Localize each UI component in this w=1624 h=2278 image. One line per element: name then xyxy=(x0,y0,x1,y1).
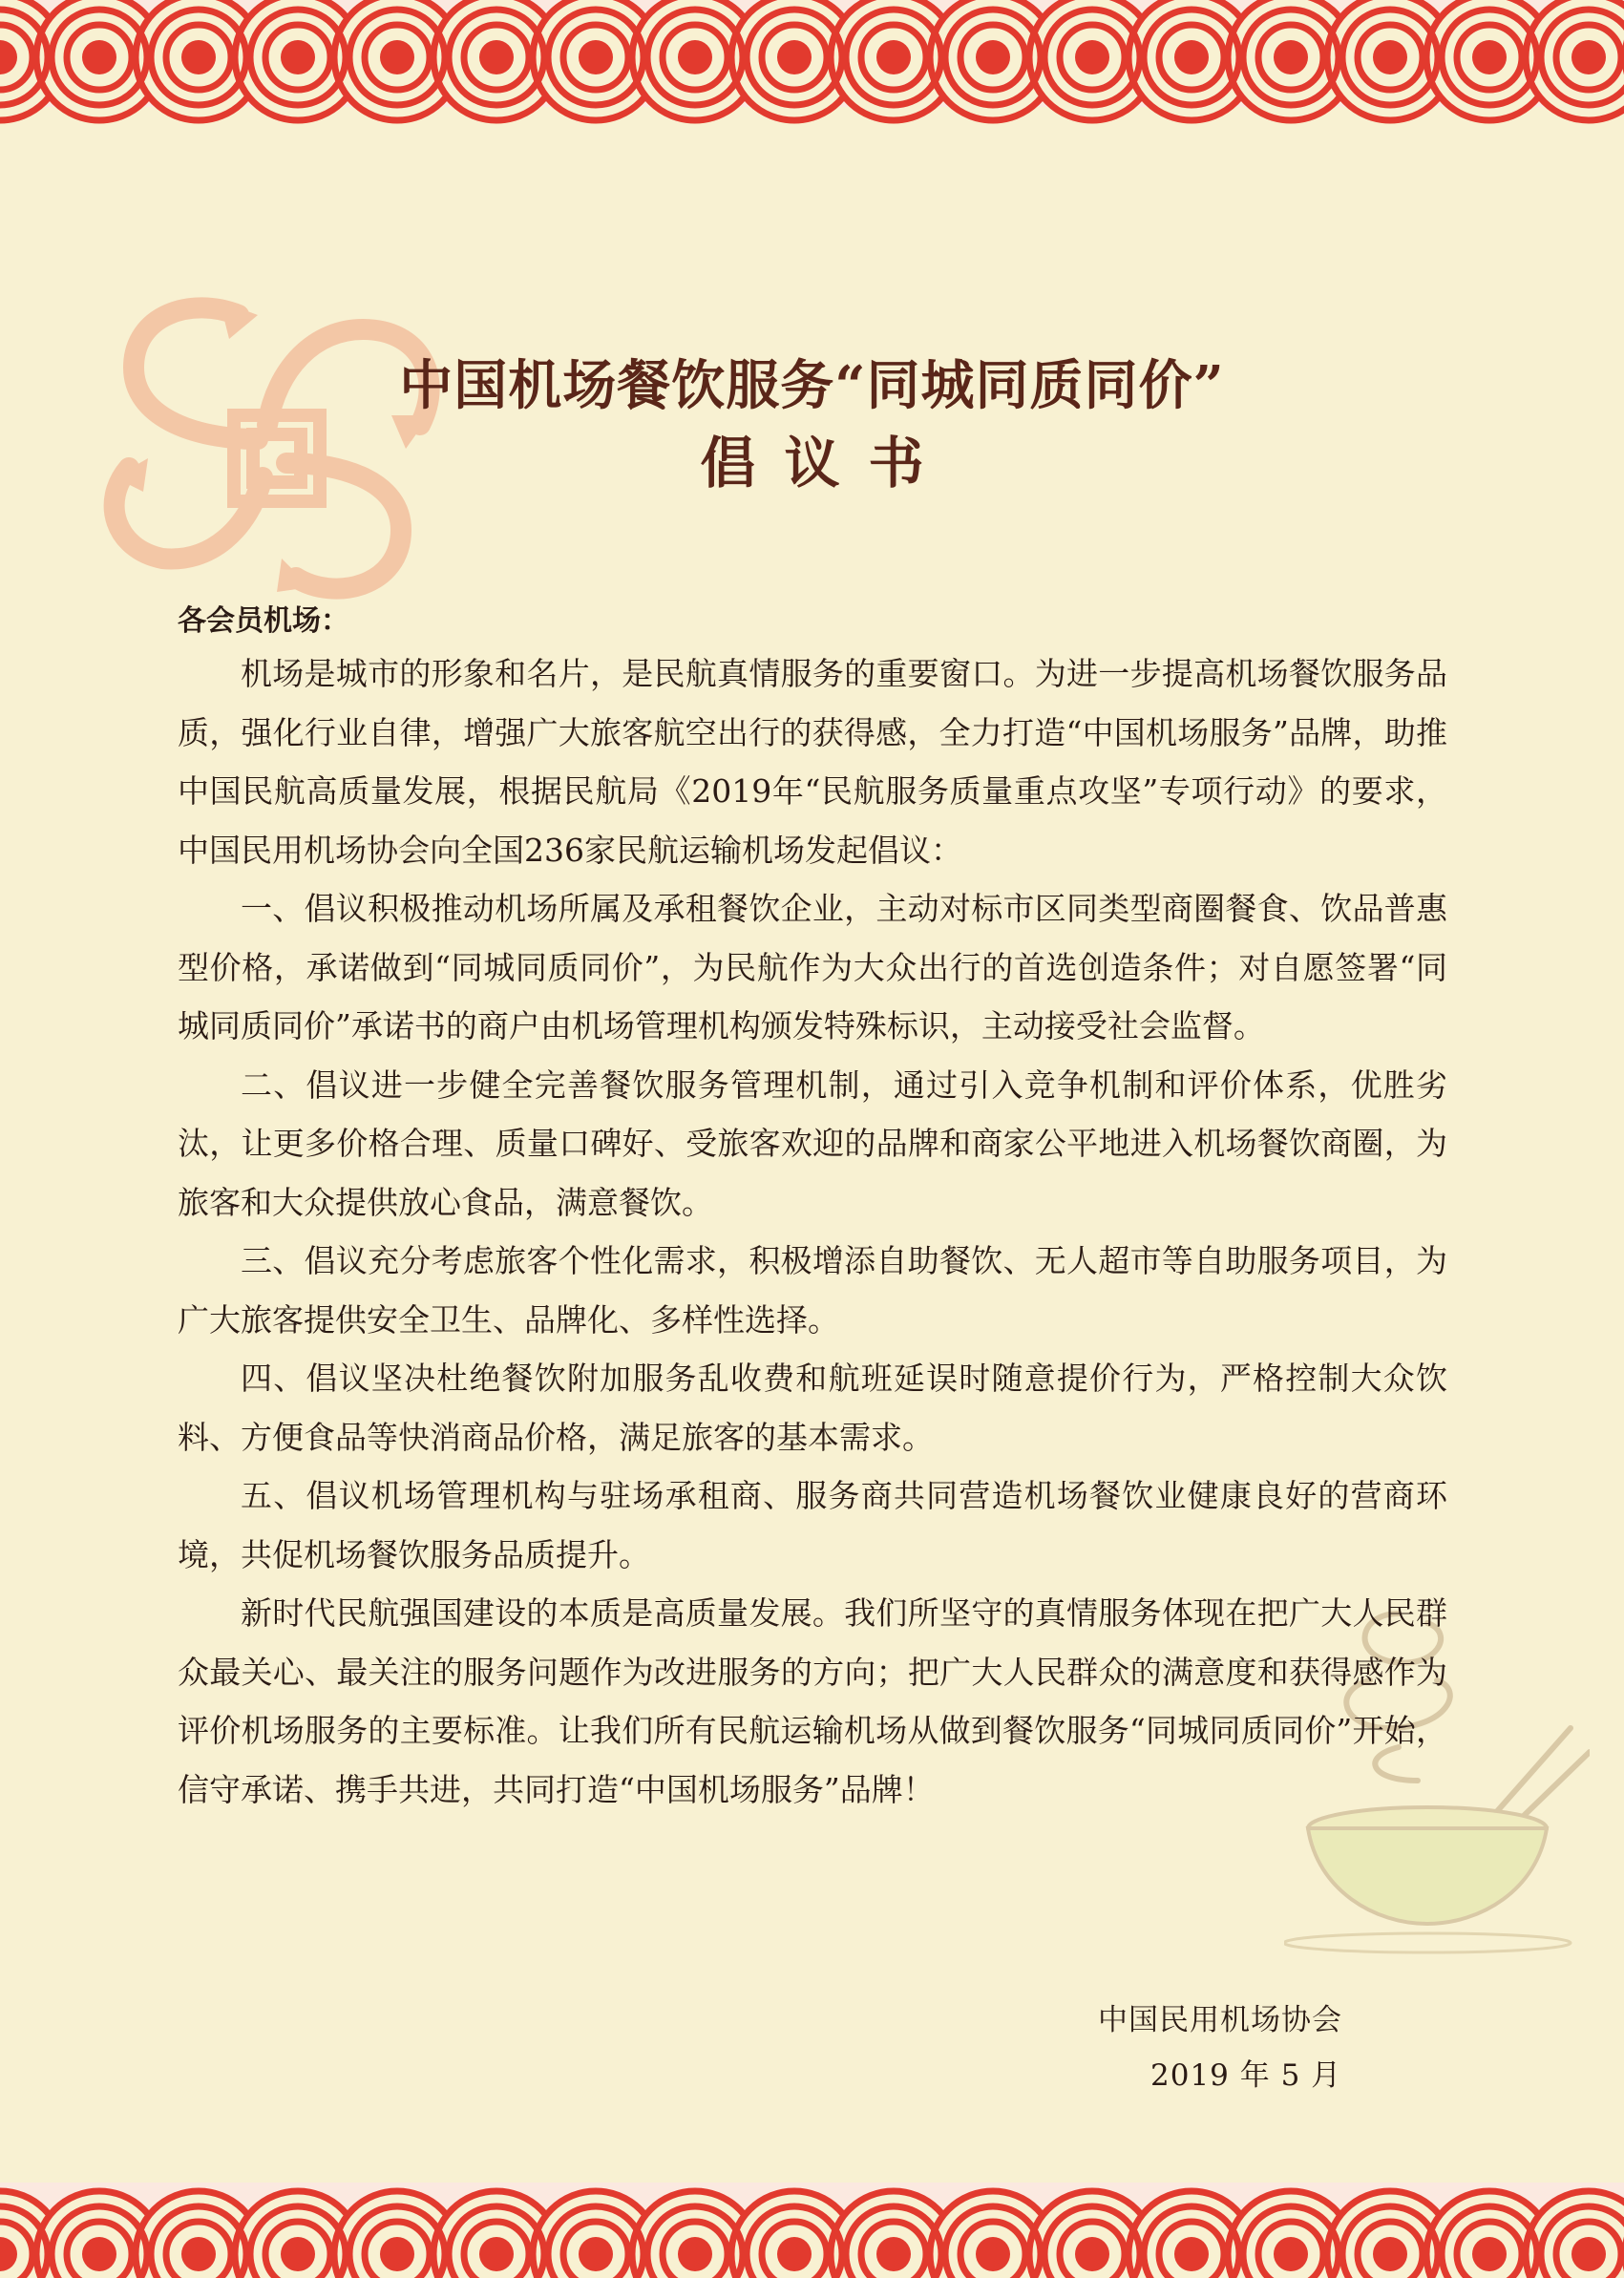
salutation: 各会员机场： xyxy=(178,604,349,638)
paragraph-closing: 新时代民航强国建设的本质是高质量发展。我们所坚守的真情服务体现在把广大人民群众最关心、最关注的服务问题作为改进服务的方向；把广大人民群众的满意度和获得感作为评价机场服务的主要标准。让我们所有民航运输机场从做到餐饮服务“同城同质同价”开始，信守承诺、携手共进，共同打造“中国机场服务”品牌！ xyxy=(178,1594,1447,1808)
bottom-wave-border xyxy=(0,2149,1624,2278)
paragraph-item-4: 四、倡议坚决杜绝餐饮附加服务乱收费和航班延误时随意提价行为，严格控制大众饮料、方便食品等快消商品价格，满足旅客的基本需求。 xyxy=(178,1360,1447,1456)
signature-organization: 中国民用机场协会 xyxy=(1098,2003,1342,2037)
letter-body xyxy=(178,644,1447,1819)
paragraph-item-5: 五、倡议机场管理机构与驻场承租商、服务商共同营造机场餐饮业健康良好的营商环境，共促机场餐饮服务品质提升。 xyxy=(178,1477,1447,1573)
document-title: 中国机场餐饮服务“同城同质同价” xyxy=(399,354,1225,417)
paragraph-item-1: 一、倡议积极推动机场所属及承租餐饮企业，主动对标市区同类型商圈餐食、饮品普惠型价格，承诺做到“同城同质同价”，为民航作为大众出行的首选创造条件；对自愿签署“同城同质同价”承诺书的商户由机场管理机构颁发特殊标识，主动接受社会监督。 xyxy=(178,890,1447,1044)
paragraph-item-2: 二、倡议进一步健全完善餐饮服务管理机制，通过引入竞争机制和评价体系，优胜劣汰，让更多价格合理、质量口碑好、受旅客欢迎的品牌和商家公平地进入机场餐饮商圈，为旅客和大众提供放心食品，满意餐饮。 xyxy=(178,1065,1447,1221)
top-wave-border xyxy=(0,0,1624,129)
paragraph-item-3: 三、倡议充分考虑旅客个性化需求，积极增添自助餐饮、无人超市等自助服务项目，为广大旅客提供安全卫生、品牌化、多样性选择。 xyxy=(178,1242,1447,1339)
document-subtitle: 倡议书 xyxy=(700,431,953,496)
paragraph-intro: 机场是城市的形象和名片，是民航真情服务的重要窗口。为进一步提高机场餐饮服务品质，强化行业自律，增强广大旅客航空出行的获得感，全力打造“中国机场服务”品牌，助推中国民航高质量发展，根据民航局《2019年“民航服务质量重点攻坚”专项行动》的要求，中国民用机场协会向全国236家民航运输机场发起倡议： xyxy=(178,655,1447,869)
signature-date: 2019 年 5 月 xyxy=(1150,2058,1342,2093)
